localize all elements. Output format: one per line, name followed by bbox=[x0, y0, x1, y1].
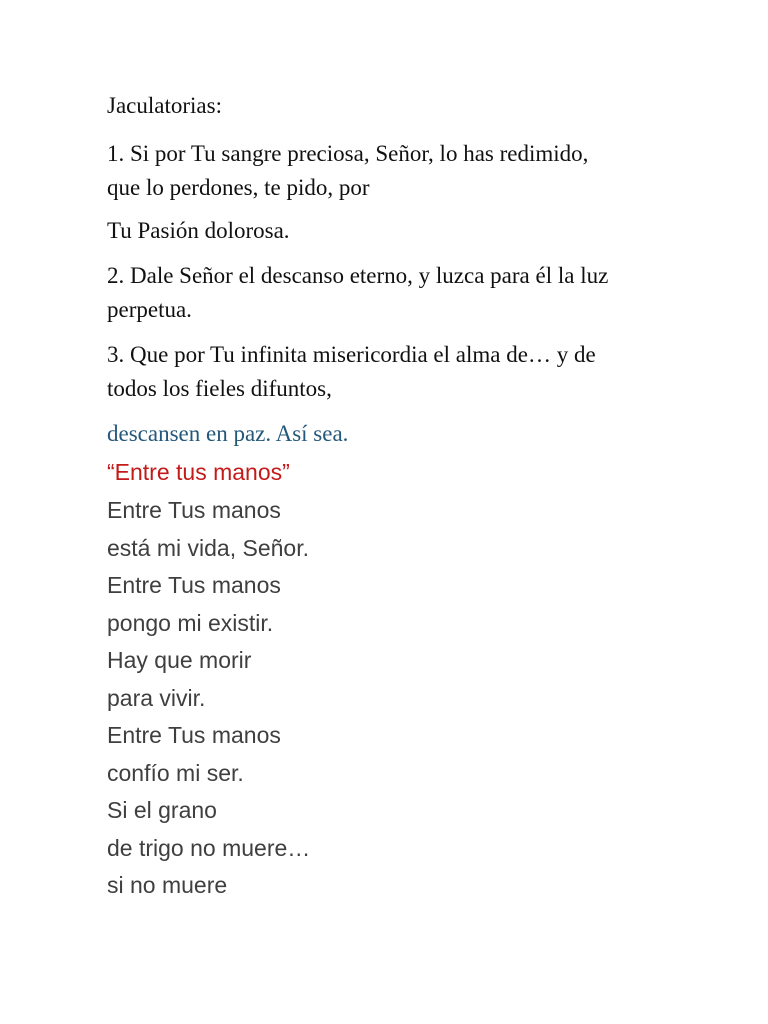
prayer-2-line-2: perpetua. bbox=[107, 297, 192, 322]
closing-line: descansen en paz. Así sea. bbox=[107, 421, 349, 446]
lyric-line: Entre Tus manos bbox=[107, 497, 281, 523]
lyric-line: Entre Tus manos bbox=[107, 722, 281, 748]
section-heading: Jaculatorias: bbox=[107, 93, 222, 118]
lyric-line: confío mi ser. bbox=[107, 759, 244, 786]
lyric-line: Si el grano bbox=[107, 797, 217, 823]
lyric-line: pongo mi existir. bbox=[107, 609, 274, 636]
lyric-line: de trigo no muere… bbox=[107, 834, 311, 861]
prayer-2-line-1: 2. Dale Señor el descanso eterno, y luzca para él la luz bbox=[107, 263, 609, 288]
song-title: “Entre tus manos” bbox=[107, 459, 290, 485]
prayer-1-line-1: 1. Si por Tu sangre preciosa, Señor, lo has redimido, bbox=[107, 141, 589, 166]
prayer-3-line-2: todos los fieles difuntos, bbox=[107, 376, 332, 401]
lyric-line: Hay que morir bbox=[107, 647, 252, 673]
lyric-line: para vivir. bbox=[107, 684, 206, 711]
prayer-3-line-1: 3. Que por Tu infinita misericordia el alma de… y de bbox=[107, 342, 596, 367]
prayer-1-line-2: que lo perdones, te pido, por bbox=[107, 175, 370, 200]
lyric-line: Entre Tus manos bbox=[107, 572, 281, 598]
prayer-1-continuation: Tu Pasión dolorosa. bbox=[107, 218, 290, 243]
lyric-line: está mi vida, Señor. bbox=[107, 534, 309, 561]
song-lyrics bbox=[107, 492, 310, 905]
lyric-line: si no muere bbox=[107, 872, 228, 898]
